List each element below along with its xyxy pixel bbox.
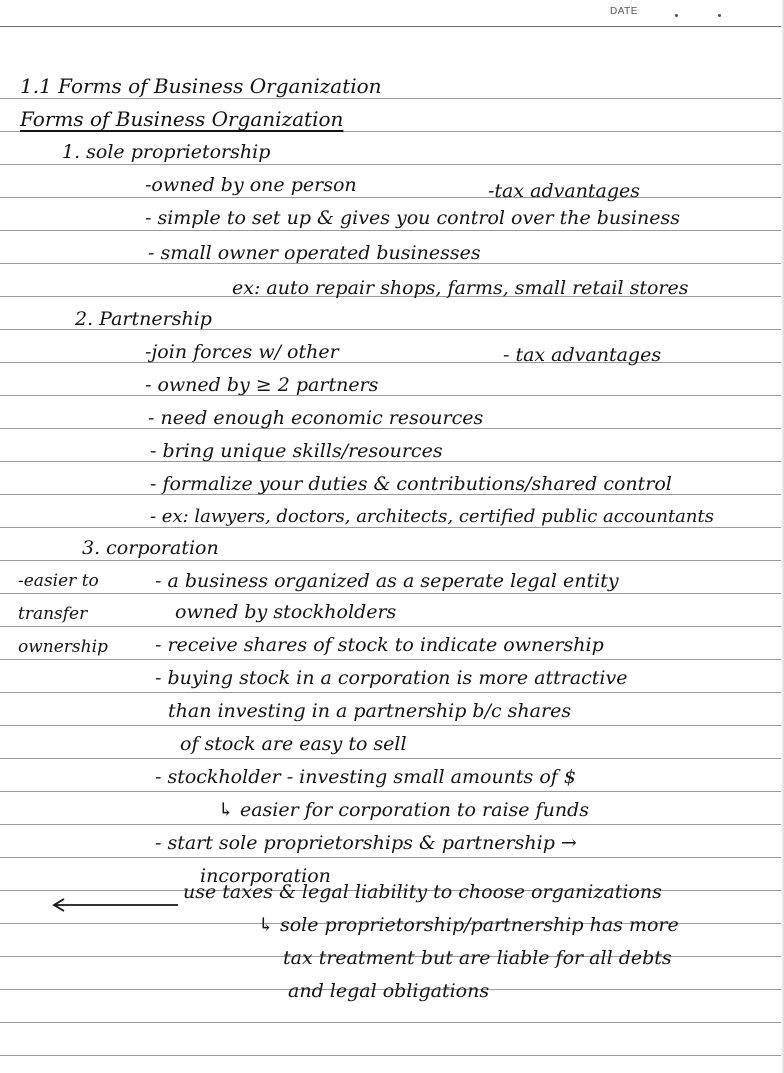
note-line: - bring unique skills/resources — [150, 440, 443, 462]
ruled-line — [0, 230, 784, 231]
note-line: - need enough economic resources — [148, 407, 484, 429]
note-line: - a business organized as a seperate legal entity — [155, 570, 619, 592]
note-line: -join forces w/ other — [145, 341, 339, 363]
note-line: -owned by one person — [145, 174, 357, 196]
note-line: - ex: lawyers, doctors, architects, certified public accountants — [150, 506, 714, 527]
ruled-line — [0, 1055, 784, 1056]
note-line: - receive shares of stock to indicate ownership — [155, 634, 604, 656]
sole-proprietorship-label: 1. sole proprietorship — [62, 141, 271, 163]
note-line: - owned by ≥ 2 partners — [145, 374, 379, 396]
ruled-line — [0, 362, 784, 363]
note-line: - tax advantages — [503, 344, 662, 366]
ruled-line — [0, 593, 784, 594]
date-label: DATE — [610, 6, 638, 17]
note-line: owned by stockholders — [175, 601, 397, 623]
page-title: 1.1 Forms of Business Organization — [20, 74, 382, 98]
ruled-line — [0, 1022, 784, 1023]
note-line: - formalize your duties & contributions/shared control — [150, 473, 672, 495]
ruled-line — [0, 395, 784, 396]
ruled-line — [0, 131, 784, 132]
ruled-line — [0, 758, 784, 759]
margin-note: -easier to — [18, 571, 99, 591]
margin-note: ownership — [18, 637, 108, 657]
note-line: - stockholder - investing small amounts of $ — [155, 766, 576, 788]
note-line: tax treatment but are liable for all debts — [283, 947, 672, 969]
margin-note: transfer — [18, 604, 88, 624]
note-line: -tax advantages — [488, 180, 641, 202]
note-line: ↳ sole proprietorship/partnership has more — [258, 914, 679, 936]
partnership-label: 2. Partnership — [75, 308, 212, 330]
section-heading: Forms of Business Organization — [20, 107, 344, 131]
ruled-line — [0, 197, 784, 198]
ruled-line — [0, 164, 784, 165]
ruled-line — [0, 560, 784, 561]
ruled-line — [0, 725, 784, 726]
date-dot — [675, 14, 678, 17]
note-line: incorporation — [200, 865, 331, 887]
note-line: use taxes & legal liability to choose organizations — [183, 881, 662, 903]
note-line: ex: auto repair shops, farms, small retail stores — [232, 277, 689, 299]
note-line: than investing in a partnership b/c shares — [168, 700, 572, 722]
note-line: - start sole proprietorships & partnership → — [155, 832, 577, 854]
note-line: - small owner operated businesses — [148, 242, 481, 264]
ruled-line — [0, 659, 784, 660]
note-line: - buying stock in a corporation is more attractive — [155, 667, 628, 689]
ruled-line — [0, 26, 784, 27]
note-line: of stock are easy to sell — [180, 733, 407, 755]
arrow-left-icon — [50, 898, 180, 912]
ruled-line — [0, 692, 784, 693]
note-line: ↳ easier for corporation to raise funds — [218, 799, 589, 821]
date-dot — [718, 14, 721, 17]
note-line: and legal obligations — [288, 980, 490, 1002]
ruled-line — [0, 857, 784, 858]
ruled-line — [0, 824, 784, 825]
ruled-line — [0, 791, 784, 792]
ruled-line — [0, 98, 784, 99]
note-line: - simple to set up & gives you control over the business — [145, 207, 680, 229]
corporation-label: 3. corporation — [82, 537, 219, 559]
ruled-line — [0, 626, 784, 627]
